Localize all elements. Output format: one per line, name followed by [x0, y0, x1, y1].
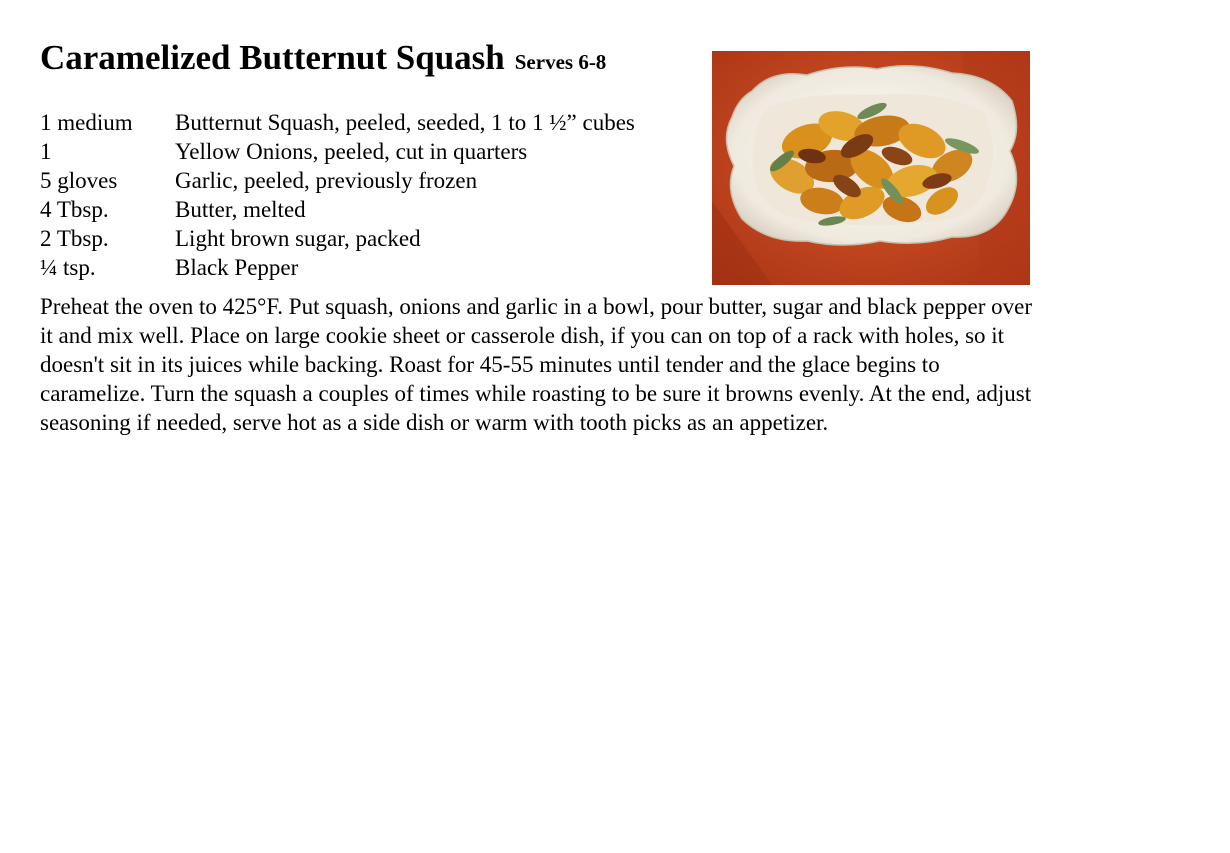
instructions-paragraph: Preheat the oven to 425°F. Put squash, onions and garlic in a bowl, pour butter, sugar and black pepper over it and mix well. Place on large cookie sheet or casserole dish, if you can on top of a rack with holes, so it doesn't sit in its juices while backing. Roast for 45-55 minutes until tender and the glace begins to caramelize. Turn the squash a couples of times while roasting to be sure it browns evenly. At the end, adjust seasoning if needed, serve hot as a side dish or warm with tooth picks as an appetizer. [40, 294, 1033, 435]
ingredient-quantity: 2 Tbsp. [40, 226, 109, 251]
ingredient-quantity: 5 gloves [40, 168, 118, 193]
ingredient-name: Butter, melted [175, 197, 306, 222]
ingredient-name: Butternut Squash, peeled, seeded, 1 to 1 ½” cubes [175, 110, 635, 135]
serves-label: Serves 6-8 [514, 50, 607, 74]
ingredient-row [40, 137, 635, 166]
ingredient-quantity: 1 medium [40, 110, 133, 135]
ingredient-row [40, 224, 635, 253]
ingredient-name: Light brown sugar, packed [175, 226, 421, 251]
ingredient-name: Black Pepper [175, 255, 299, 280]
ingredient-row [40, 195, 635, 224]
squash-dish-photo [712, 51, 1030, 285]
ingredient-quantity: 4 Tbsp. [40, 197, 109, 222]
ingredient-row [40, 108, 635, 137]
ingredient-quantity: ¼ tsp. [40, 255, 96, 280]
ingredient-name: Yellow Onions, peeled, cut in quarters [175, 139, 528, 164]
recipe-title: Caramelized Butternut Squash [40, 38, 505, 77]
ingredient-row [40, 253, 635, 282]
ingredient-list [40, 108, 635, 282]
ingredient-row [40, 166, 635, 195]
ingredient-name: Garlic, peeled, previously frozen [175, 168, 478, 193]
title-row [40, 36, 606, 80]
ingredient-quantity: 1 [40, 139, 52, 164]
